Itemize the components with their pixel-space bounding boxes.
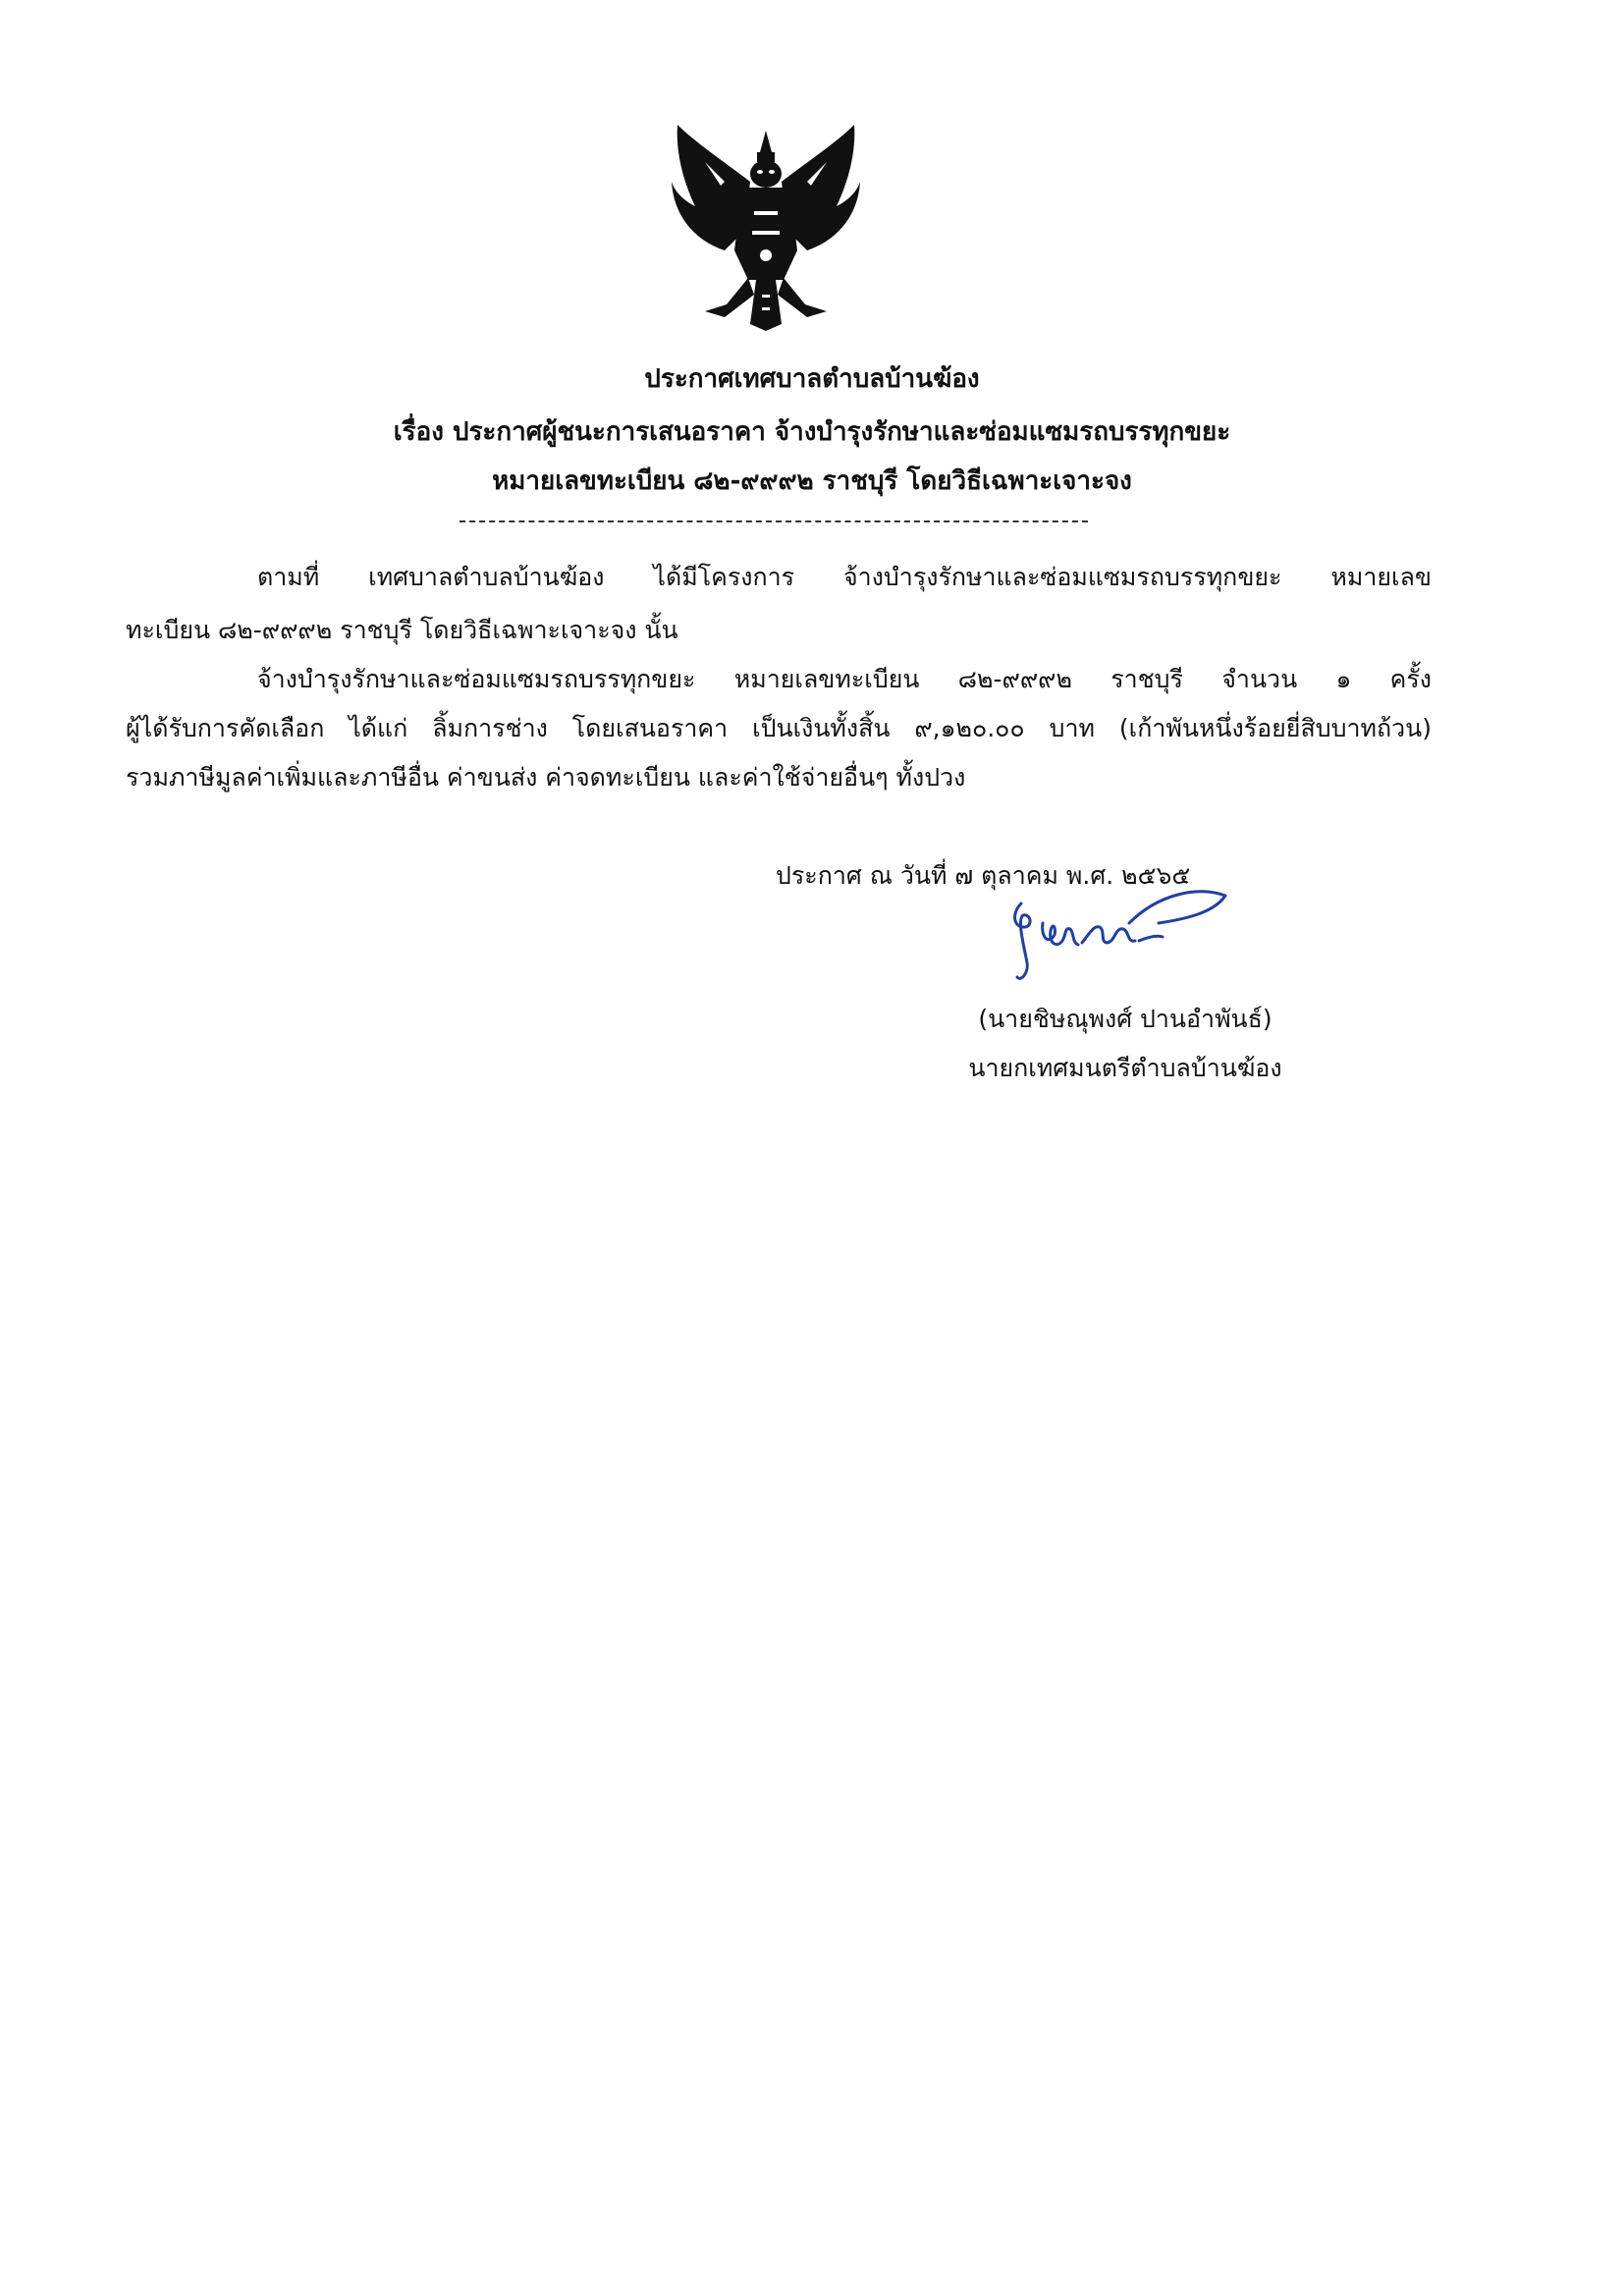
handwritten-signature-icon	[992, 884, 1237, 992]
header-divider	[460, 520, 1088, 522]
body-paragraph-2-line-1: จ้างบำรุงรักษาและซ่อมแซมรถบรรทุกขยะ หมายเลขทะเบียน ๘๒-๙๙๙๒ ราชบุรี จำนวน ๑ ครั้ง	[257, 665, 1432, 693]
body-paragraph-2-line-2: ผู้ได้รับการคัดเลือก ได้แก่ ลิ้มการช่าง โดยเสนอราคา เป็นเงินทั้งสิ้น ๙,๑๒๐.๐๐ บาท (เก้าพันหนึ่งร้อยยี่สิบบาทถ้วน)	[126, 714, 1432, 742]
announcement-subject-cont: หมายเลขทะเบียน ๘๒-๙๙๙๒ ราชบุรี โดยวิธีเฉพาะเจาะจง	[492, 466, 1132, 496]
body-paragraph-2-line-3: รวมภาษีมูลค่าเพิ่มและภาษีอื่น ค่าขนส่ง ค่าจดทะเบียน และค่าใช้จ่ายอื่นๆ ทั้งปวง	[126, 763, 966, 792]
signer-title: นายกเทศมนตรีตำบลบ้านฆ้อง	[968, 1054, 1282, 1082]
announcement-heading: ประกาศเทศบาลตำบลบ้านฆ้อง	[644, 364, 980, 394]
announcement-date: ประกาศ ณ วันที่ ๗ ตุลาคม พ.ศ. ๒๕๖๕	[776, 861, 1191, 890]
garuda-emblem-icon	[666, 123, 867, 334]
body-paragraph-1-line-1: ตามที่ เทศบาลตำบลบ้านฆ้อง ได้มีโครงการ จ้างบำรุงรักษาและซ่อมแซมรถบรรทุกขยะ หมายเลข	[257, 563, 1432, 591]
body-paragraph-1-line-2: ทะเบียน ๘๒-๙๙๙๒ ราชบุรี โดยวิธีเฉพาะเจาะจง นั้น	[126, 616, 678, 644]
signer-name: (นายชิษณุพงศ์ ปานอำพันธ์)	[978, 1005, 1272, 1033]
announcement-subject: เรื่อง ประกาศผู้ชนะการเสนอราคา จ้างบำรุงรักษาและซ่อมแซมรถบรรทุกขยะ	[393, 417, 1231, 447]
